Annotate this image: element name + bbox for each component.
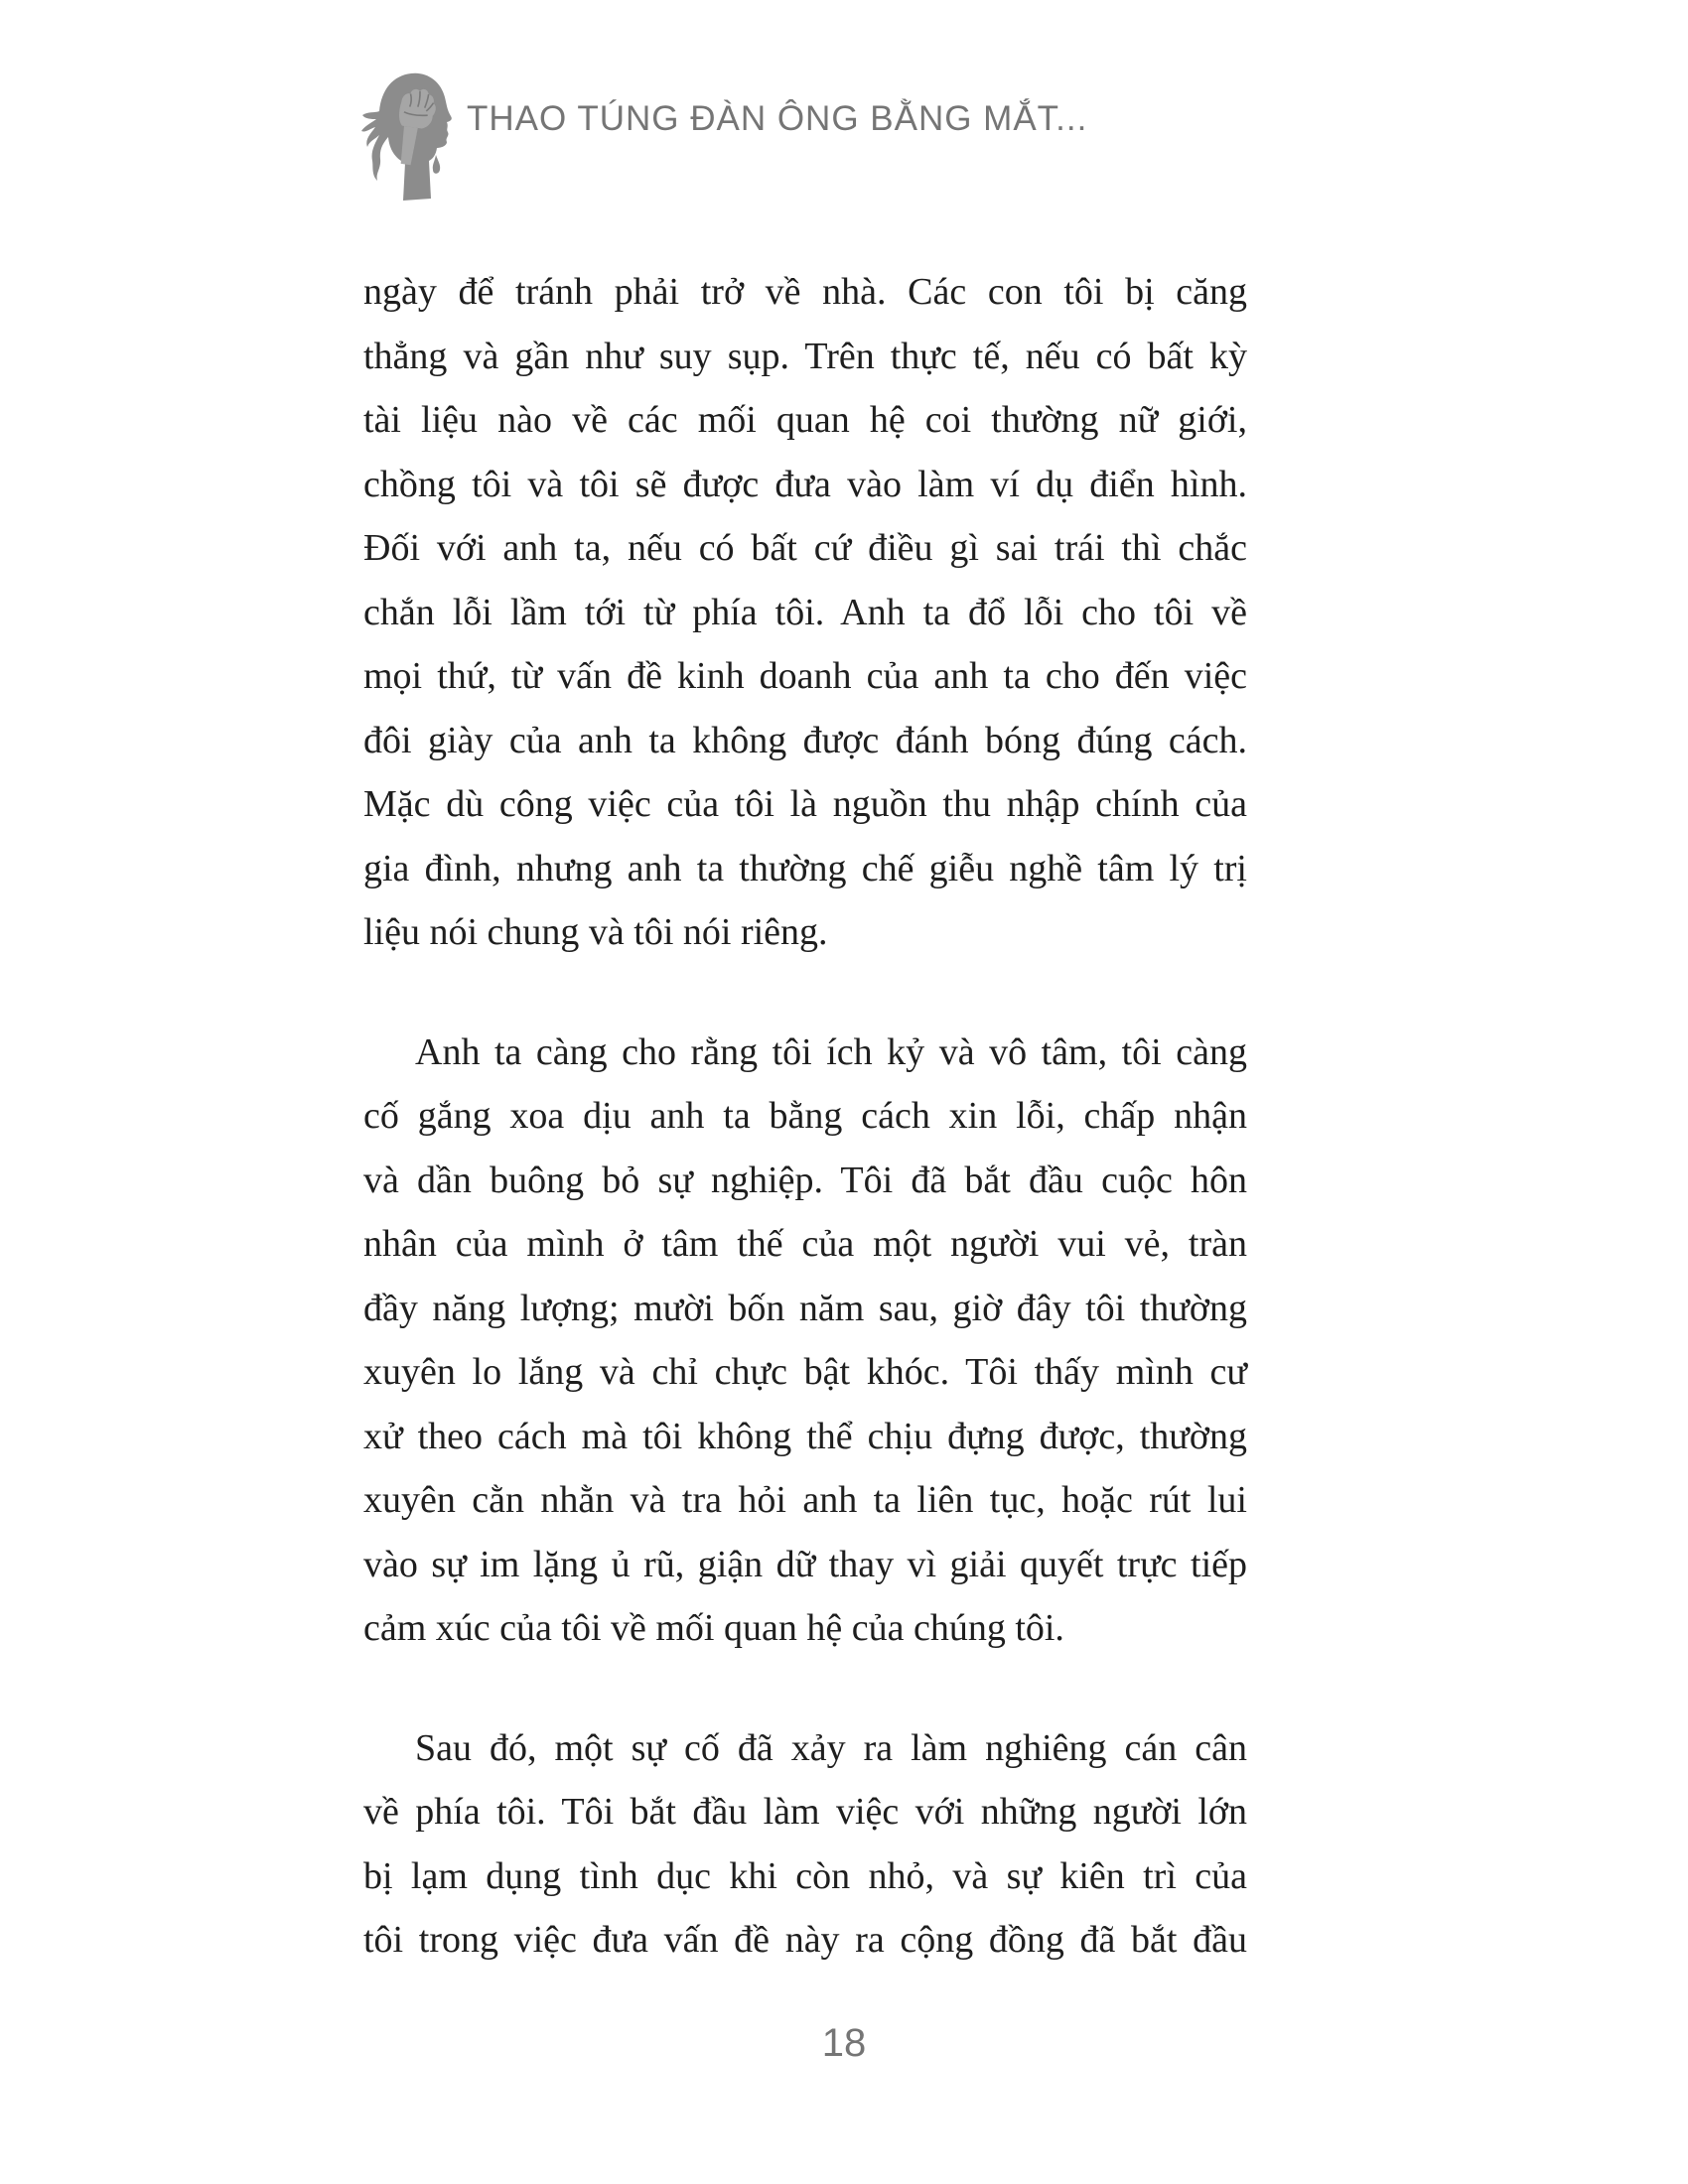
text-line: về phía tôi. Tôi bắt đầu làm việc với những người lớn	[363, 1791, 1247, 1833]
text-line: xuyên lo lắng và chỉ chực bật khóc. Tôi thấy mình cư	[363, 1351, 1247, 1393]
text-line: tôi trong việc đưa vấn đề này ra cộng đồng đã bắt đầu	[363, 1919, 1247, 1961]
text-line: đôi giày của anh ta không được đánh bóng đúng cách.	[363, 719, 1247, 761]
text-line: tài liệu nào về các mối quan hệ coi thường nữ giới,	[363, 399, 1247, 441]
text-line: vào sự im lặng ủ rũ, giận dữ thay vì giải quyết trực tiếp	[363, 1543, 1247, 1585]
text-line: xử theo cách mà tôi không thể chịu đựng được, thường	[363, 1415, 1247, 1457]
text-line: nhân của mình ở tâm thế của một người vui vẻ, tràn	[363, 1223, 1247, 1265]
text-line: xuyên cằn nhằn và tra hỏi anh ta liên tục, hoặc rút lui	[363, 1479, 1247, 1521]
paragraph	[363, 1021, 1247, 1661]
paragraph	[363, 1716, 1247, 1973]
text-line: cố gắng xoa dịu anh ta bằng cách xin lỗi, chấp nhận	[363, 1095, 1247, 1137]
text-line: gia đình, nhưng anh ta thường chế giễu nghề tâm lý trị	[363, 847, 1247, 889]
body-text	[363, 260, 1247, 1973]
text-line: và dần buông bỏ sự nghiệp. Tôi đã bắt đầu cuộc hôn	[363, 1159, 1247, 1201]
text-line: liệu nói chung và tôi nói riêng.	[363, 911, 828, 953]
text-line: Sau đó, một sự cố đã xảy ra làm nghiêng cán cân	[415, 1726, 1247, 1769]
paragraph	[363, 260, 1247, 965]
text-line: Mặc dù công việc của tôi là nguồn thu nhập chính của	[363, 783, 1247, 825]
text-line: cảm xúc của tôi về mối quan hệ của chúng tôi.	[363, 1607, 1064, 1649]
text-line: ngày để tránh phải trở về nhà. Các con tôi bị căng	[363, 271, 1247, 313]
text-line: chồng tôi và tôi sẽ được đưa vào làm ví dụ điển hình.	[363, 463, 1247, 505]
text-line: thẳng và gần như suy sụp. Trên thực tế, nếu có bất kỳ	[363, 335, 1247, 377]
running-head-title: THAO TÚNG ĐÀN ÔNG BẰNG MẮT...	[467, 99, 1088, 138]
text-line: mọi thứ, từ vấn đề kinh doanh của anh ta cho đến việc	[363, 655, 1247, 697]
text-line: Đối với anh ta, nếu có bất cứ điều gì sai trái thì chắc	[363, 527, 1247, 569]
text-line: Anh ta càng cho rằng tôi ích kỷ và vô tâm, tôi càng	[415, 1030, 1247, 1073]
text-line: chắn lỗi lầm tới từ phía tôi. Anh ta đổ lỗi cho tôi về	[363, 591, 1247, 633]
text-line: bị lạm dụng tình dục khi còn nhỏ, và sự kiên trì của	[363, 1854, 1247, 1897]
woman-profile-fist-icon	[357, 69, 459, 201]
page-number: 18	[821, 2021, 867, 2065]
text-line: đầy năng lượng; mười bốn năm sau, giờ đây tôi thường	[363, 1287, 1247, 1329]
